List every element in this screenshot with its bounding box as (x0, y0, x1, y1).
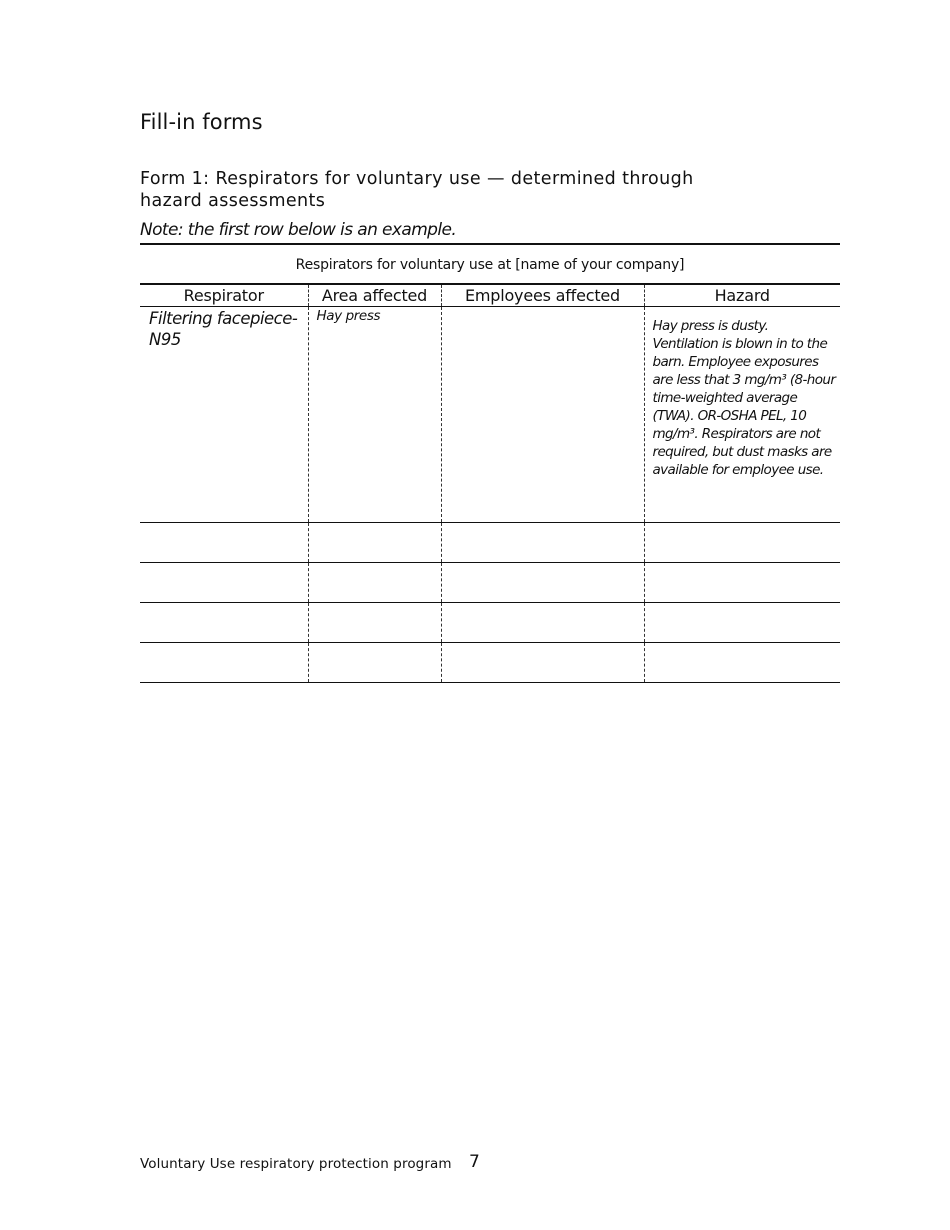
table-header-row (140, 284, 840, 307)
respirator-grid (140, 283, 840, 683)
blank-employees-cell[interactable] (441, 603, 644, 643)
example-employees-cell (441, 307, 644, 523)
blank-employees-cell[interactable] (441, 563, 644, 603)
example-respirator-cell: Filtering facepiece-N95 (140, 307, 308, 523)
blank-area-cell[interactable] (308, 603, 441, 643)
blank-employees-cell[interactable] (441, 523, 644, 563)
footer-document-title: Voluntary Use respiratory protection program (140, 1156, 452, 1172)
blank-hazard-cell[interactable] (644, 563, 840, 603)
example-note: Note: the first row below is an example. (140, 220, 457, 240)
page-number: 7 (469, 1152, 480, 1172)
form-title: Form 1: Respirators for voluntary use — determined through hazard assessments (140, 169, 694, 211)
column-header-employees: Employees affected (441, 284, 644, 307)
blank-row (140, 523, 840, 563)
blank-respirator-cell[interactable] (140, 523, 308, 563)
table-caption: Respirators for voluntary use at [name of your company] (140, 243, 840, 283)
blank-respirator-cell[interactable] (140, 563, 308, 603)
blank-row (140, 643, 840, 683)
blank-hazard-cell[interactable] (644, 643, 840, 683)
column-header-respirator: Respirator (140, 284, 308, 307)
blank-hazard-cell[interactable] (644, 603, 840, 643)
example-area-cell: Hay press (308, 307, 441, 523)
column-header-hazard: Hazard (644, 284, 840, 307)
blank-respirator-cell[interactable] (140, 603, 308, 643)
blank-row (140, 563, 840, 603)
example-row (140, 307, 840, 523)
blank-hazard-cell[interactable] (644, 523, 840, 563)
blank-employees-cell[interactable] (441, 643, 644, 683)
section-title: Fill-in forms (140, 110, 263, 134)
blank-area-cell[interactable] (308, 643, 441, 683)
blank-respirator-cell[interactable] (140, 643, 308, 683)
blank-area-cell[interactable] (308, 563, 441, 603)
blank-row (140, 603, 840, 643)
example-hazard-cell: Hay press is dusty. Ventilation is blown in to the barn. Employee exposures are less that 3 mg/m³ (8-hour time-weighted average (TWA). OR-OSHA PEL, 10 mg/m³. Respirators are not required, but dust masks are available for employee use. (644, 307, 840, 523)
respirator-table (140, 243, 840, 683)
blank-area-cell[interactable] (308, 523, 441, 563)
column-header-area: Area affected (308, 284, 441, 307)
